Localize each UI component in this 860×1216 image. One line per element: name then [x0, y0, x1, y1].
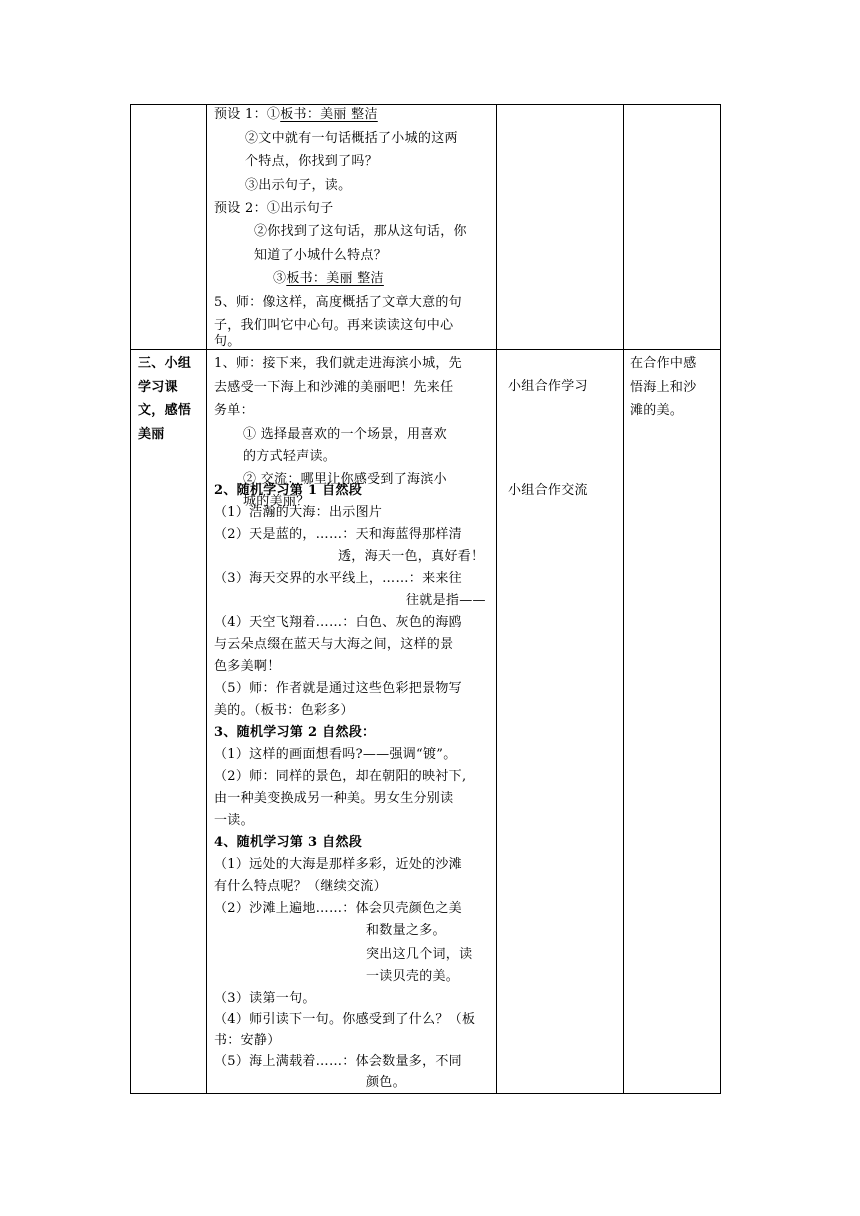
- row1-line-10: 子，我们叫它中心句。再来读读这句中心: [214, 318, 454, 333]
- row2-stage-line-2: 学习课: [138, 380, 178, 395]
- table-border-bottom: [130, 1093, 721, 1094]
- row2-intent-line-2: 悟海上和沙: [630, 380, 697, 395]
- row2-line-14: （4）天空飞翔着……：白色、灰色的海鸥: [214, 615, 462, 630]
- row2-line-21: （2）师：同样的景色，却在朝阳的映衬下,: [214, 769, 467, 784]
- row2-line-19: 3、随机学习第 2 自然段：: [214, 725, 376, 740]
- row2-line-30: 一读贝壳的美。: [366, 969, 460, 984]
- row2-stage-line-3: 文，感悟: [138, 403, 192, 418]
- table-border-left: [130, 104, 131, 1094]
- row2-line-4: ① 选择最喜欢的一个场景，用喜欢: [243, 427, 447, 442]
- row2-line-28: 和数量之多。: [366, 923, 446, 938]
- row2-stage-line-1: 三、小组: [138, 356, 192, 371]
- row1-line-3: 个特点，你找到了吗？: [245, 154, 379, 169]
- row2-line-5: 的方式轻声读。: [243, 449, 337, 464]
- row2-line-18: 美的。（板书：色彩多）: [214, 703, 354, 718]
- row2-line-22: 由一种美变换成另一种美。男女生分别读: [214, 791, 454, 806]
- row2-line-29: 突出这几个词，读: [366, 947, 473, 962]
- row2-line-20: （1）这样的画面想看吗?——强调“镀”。: [214, 747, 457, 762]
- row2-activity-1: 小组合作学习: [508, 379, 588, 394]
- row2-line-15: 与云朵点缀在蓝天与大海之间，这样的景: [214, 637, 454, 652]
- row1-line-8: ③板书：美丽 整洁: [273, 271, 384, 286]
- row1-line-4: ③出示句子，读。: [245, 178, 352, 193]
- row2-line-10: （2）天是蓝的，……：天和海蓝得那样清: [214, 527, 462, 542]
- row1-line-6: ②你找到了这句话，那从这句话，你: [254, 224, 467, 239]
- column-divider-1: [206, 104, 207, 1094]
- row2-line-12: （3）海天交界的水平线上，……：来来往: [214, 571, 462, 586]
- table-border-top: [130, 104, 721, 105]
- row2-intent-line-1: 在合作中感: [630, 356, 697, 371]
- row2-intent-line-3: 滩的美。: [630, 403, 684, 418]
- row2-line-23: 一读。: [214, 813, 254, 828]
- row2-stage-line-4: 美丽: [138, 427, 165, 442]
- row2-line-25: （1）远处的大海是那样多彩，近处的沙滩: [214, 857, 462, 872]
- row1-line-9: 5、师：像这样，高度概括了文章大意的句: [214, 295, 462, 310]
- row2-line-32: （4）师引读下一句。你感受到了什么？（板: [214, 1012, 476, 1027]
- row2-line-33: 书：安静）: [214, 1033, 281, 1048]
- row2-line-35: 颜色。: [366, 1075, 406, 1090]
- row2-line-24: 4、随机学习第 3 自然段: [214, 835, 363, 850]
- row2-line-8: 2、随机学习第 1 自然段: [214, 483, 363, 498]
- row2-line-17: （5）师：作者就是通过这些色彩把景物写: [214, 681, 462, 696]
- row2-line-7: 城的美丽？: [243, 494, 310, 509]
- column-divider-3: [623, 104, 624, 1094]
- row1-line-1: 预设 1：①板书：美丽 整洁: [214, 107, 378, 122]
- row2-line-1: 1、师：接下来，我们就走进海滨小城，先: [214, 356, 462, 371]
- row1-line-11: 句。: [214, 334, 241, 349]
- row2-line-6: ② 交流：哪里让你感受到了海滨小: [243, 472, 447, 487]
- row2-line-11: 透，海天一色，真好看！: [338, 549, 485, 564]
- row1-line-7: 知道了小城什么特点？: [254, 248, 388, 263]
- row2-line-34: （5）海上满载着……：体会数量多，不同: [214, 1054, 462, 1069]
- lesson-plan-table: [130, 104, 721, 1094]
- row2-line-31: （3）读第一句。: [214, 991, 316, 1006]
- row1-line-5: 预设 2：①出示句子: [214, 201, 334, 216]
- row2-activity-2: 小组合作交流: [508, 483, 588, 498]
- row1-line-2: ②文中就有一句话概括了小城的这两: [245, 131, 458, 146]
- row2-line-13: 往就是指——: [406, 593, 486, 608]
- row2-line-3: 务单：: [214, 403, 254, 418]
- row2-line-16: 色多美啊！: [214, 659, 281, 674]
- column-divider-2: [496, 104, 497, 1094]
- row2-line-2: 去感受一下海上和沙滩的美丽吧！先来任: [214, 380, 454, 395]
- row2-line-9: （1）浩瀚的大海：出示图片: [214, 505, 383, 520]
- table-border-right: [720, 104, 721, 1094]
- row2-line-27: （2）沙滩上遍地……：体会贝壳颜色之美: [214, 901, 462, 916]
- row2-line-26: 有什么特点呢？（继续交流）: [214, 879, 387, 894]
